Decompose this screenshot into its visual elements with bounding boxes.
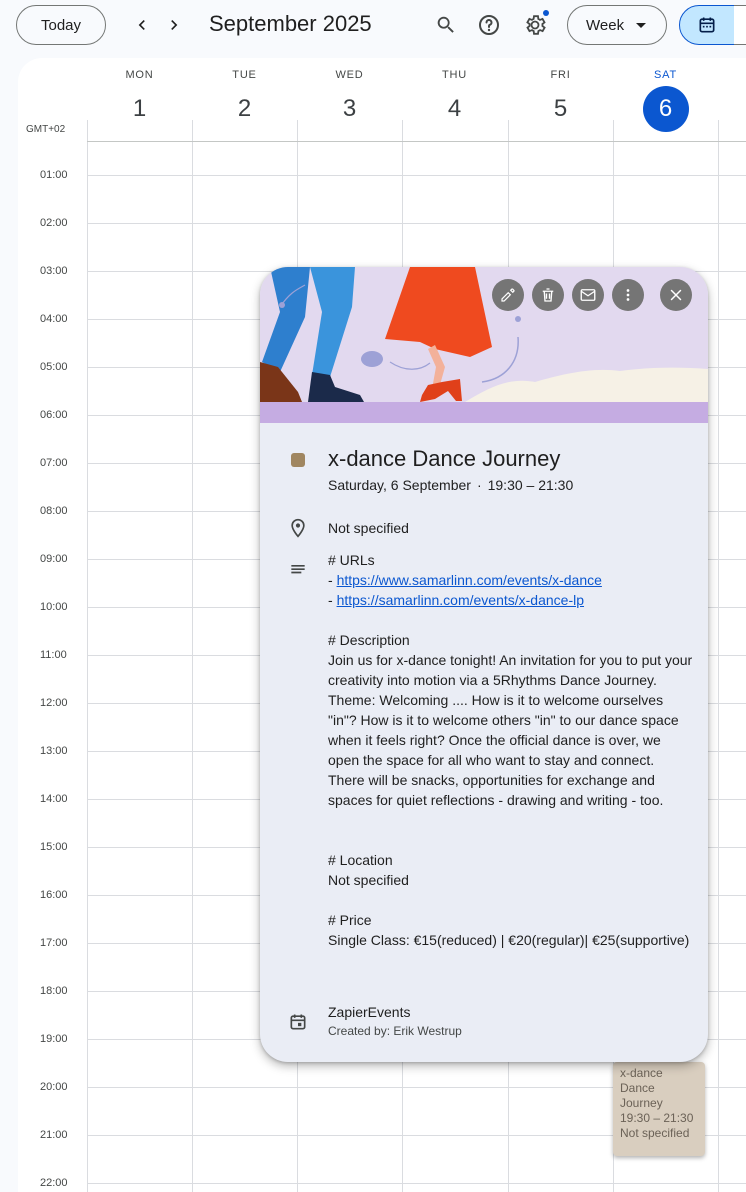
hour-label: 08:00 (40, 505, 68, 517)
event-time: 19:30 – 21:30 (487, 477, 574, 493)
day-header-tue[interactable] (192, 58, 297, 142)
hour-label: 10:00 (40, 601, 68, 613)
day-header-fri[interactable] (508, 58, 613, 142)
search-icon (435, 14, 457, 36)
description-icon (288, 560, 308, 580)
event-chip-x-dance[interactable] (613, 1062, 705, 1156)
description-heading: # Description (328, 632, 410, 648)
grid-header-divider (87, 141, 746, 142)
hour-label: 04:00 (40, 313, 68, 325)
day-name: FRI (550, 69, 571, 81)
event-date: Saturday, 6 September (328, 477, 471, 493)
hour-label: 07:00 (40, 457, 68, 469)
location-pin-icon (288, 518, 308, 538)
notification-dot (543, 10, 549, 16)
created-by: Created by: Erik Westrup (328, 1024, 462, 1038)
event-details-popup (260, 267, 708, 1062)
more-options-button[interactable] (612, 279, 644, 311)
hour-label: 05:00 (40, 361, 68, 373)
hour-label: 02:00 (40, 217, 68, 229)
hour-label: 22:00 (40, 1177, 68, 1189)
edit-event-button[interactable] (492, 279, 524, 311)
event-url-link[interactable]: https://www.samarlinn.com/events/x-dance (336, 572, 602, 588)
hour-label: 15:00 (40, 841, 68, 853)
help-icon (477, 13, 501, 37)
day-number[interactable]: 2 (237, 95, 252, 122)
event-chip-title-line: Dance (620, 1081, 655, 1095)
separator-dot: · (476, 477, 482, 493)
previous-week-button[interactable] (127, 10, 157, 40)
caret-down-icon (636, 23, 646, 28)
day-header-thu[interactable] (402, 58, 507, 142)
price-value: Single Class: €15(reduced) | €20(regular)| €25(supportive) (328, 932, 690, 948)
event-location: Not specified (328, 520, 409, 536)
calendar-view-toggle[interactable] (679, 5, 735, 45)
hour-label: 14:00 (40, 793, 68, 805)
location-value: Not specified (328, 872, 409, 888)
day-header-wed[interactable] (297, 58, 402, 142)
hour-label: 03:00 (40, 265, 68, 277)
view-selector-label: Week (586, 16, 625, 34)
event-date-time (328, 477, 573, 493)
day-number[interactable]: 3 (342, 95, 357, 122)
url-prefix: - (328, 572, 337, 588)
today-button[interactable]: Today (16, 5, 106, 45)
search-button[interactable] (430, 9, 462, 41)
day-header-mon[interactable] (87, 58, 192, 142)
mail-icon (579, 286, 597, 304)
hour-gridline (87, 223, 746, 224)
event-chip-time: 19:30 – 21:30 (620, 1111, 694, 1125)
day-name: SAT (654, 69, 677, 81)
hour-label: 20:00 (40, 1081, 68, 1093)
close-popup-button[interactable] (660, 279, 692, 311)
event-chip-title-line: Journey (620, 1096, 663, 1110)
grid-column-divider (87, 120, 88, 1192)
day-name: THU (441, 69, 467, 81)
hour-gridline (87, 1183, 746, 1184)
top-bar (0, 0, 746, 52)
event-chip-title-line: x-dance (620, 1066, 663, 1080)
banner-accent-strip (260, 402, 708, 423)
grid-column-divider (192, 120, 193, 1192)
pencil-icon (499, 286, 517, 304)
hour-label: 13:00 (40, 745, 68, 757)
calendar-name: ZapierEvents (328, 1004, 411, 1020)
hour-label: 18:00 (40, 985, 68, 997)
calendar-event-icon (288, 1012, 308, 1032)
hour-label: 06:00 (40, 409, 68, 421)
description-text: Join us for x-dance tonight! An invitation for you to put your creativity into motion via a 5Rhythms Dance Journey. Theme: Welcoming .... How is it to welcome ourselves "in"? How is it to welcome others "in" to our dance space when it feels right? Once the official dance is over, we open the space for all who want to stay and connect. There will be snacks, opportunities for exchange and spaces for quiet reflections - drawing and writing - too. (328, 652, 693, 808)
day-name: TUE (232, 69, 257, 81)
day-number-today[interactable]: 6 (643, 86, 689, 132)
price-heading: # Price (328, 912, 372, 928)
settings-button[interactable] (519, 9, 551, 41)
url-prefix: - (328, 592, 337, 608)
more-vert-icon (619, 286, 637, 304)
urls-heading: # URLs (328, 552, 375, 568)
tasks-view-toggle[interactable] (734, 5, 746, 45)
hour-label: 01:00 (40, 169, 68, 181)
day-number[interactable]: 5 (553, 95, 568, 122)
location-heading: # Location (328, 852, 393, 868)
hour-label: 21:00 (40, 1129, 68, 1141)
event-description (328, 550, 694, 950)
day-header-sat[interactable] (613, 58, 718, 142)
hour-label: 17:00 (40, 937, 68, 949)
hour-label: 11:00 (40, 649, 67, 661)
day-name: MON (125, 69, 154, 81)
hour-label: 12:00 (40, 697, 68, 709)
close-icon (667, 286, 685, 304)
event-url-link[interactable]: https://samarlinn.com/events/x-dance-lp (336, 592, 585, 608)
email-guests-button[interactable] (572, 279, 604, 311)
event-color-swatch (291, 453, 305, 467)
day-name: WED (335, 69, 364, 81)
hour-label: 09:00 (40, 553, 68, 565)
hour-label: 19:00 (40, 1033, 68, 1045)
gear-icon (523, 13, 547, 37)
chevron-left-icon (132, 15, 152, 35)
day-number[interactable]: 4 (447, 95, 462, 122)
event-title: x-dance Dance Journey (328, 446, 561, 471)
hour-label: 16:00 (40, 889, 68, 901)
day-number[interactable]: 1 (132, 95, 147, 122)
delete-event-button[interactable] (532, 279, 564, 311)
event-chip-location: Not specified (620, 1126, 690, 1140)
view-selector[interactable] (567, 5, 667, 45)
hour-gridline (87, 175, 746, 176)
month-title: September 2025 (209, 11, 372, 36)
trash-icon (539, 286, 557, 304)
next-week-button[interactable] (159, 10, 189, 40)
timezone-label: GMT+02 (26, 124, 66, 135)
grid-column-divider (718, 120, 719, 1192)
calendar-icon (697, 15, 717, 35)
help-button[interactable] (473, 9, 505, 41)
chevron-right-icon (164, 15, 184, 35)
